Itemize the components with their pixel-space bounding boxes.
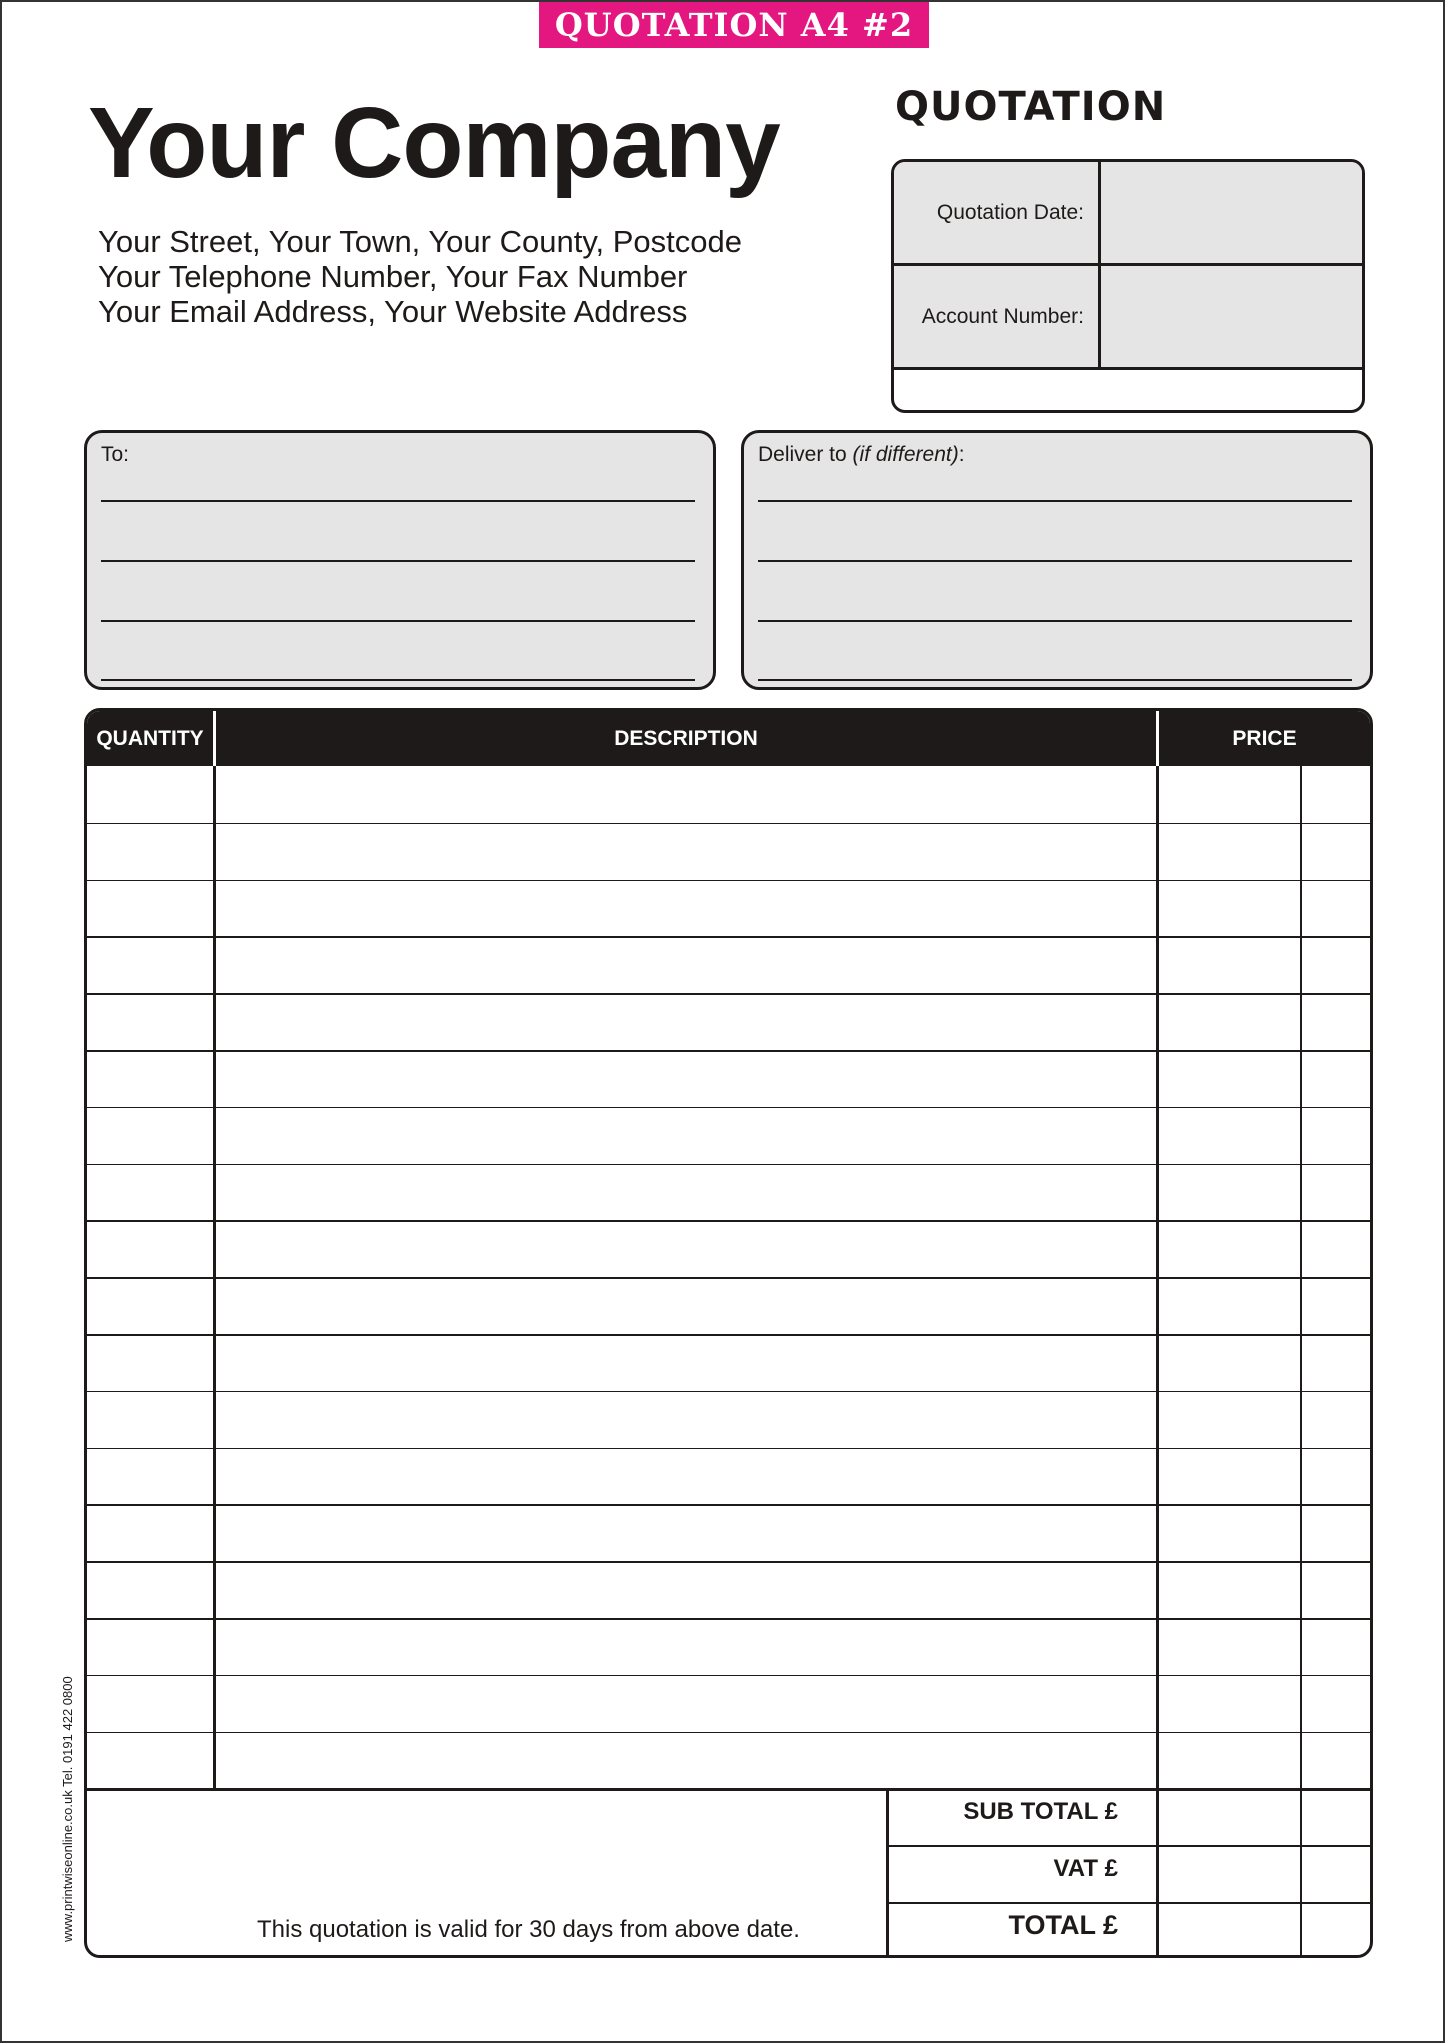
table-row-line [87,1334,1370,1336]
table-row-line [87,1504,1370,1506]
company-contact-line: Your Telephone Number, Your Fax Number [98,259,688,294]
deliver-address-box [741,430,1373,690]
table-row-line [87,1220,1370,1222]
deliver-label-text: Deliver to [758,443,853,466]
write-line [101,679,695,681]
printer-contact: www.printwiseonline.co.uk Tel. 0191 422 0800 [60,1676,75,1942]
vat-label: VAT £ [1053,1855,1118,1882]
quantity-column-line [213,766,216,1788]
totals-label-column-line [886,1788,889,1958]
table-row-line [87,936,1370,938]
company-address-line: Your Street, Your Town, Your County, Postcode [98,224,742,259]
write-line [101,560,695,562]
pence-column-line [1300,766,1302,1958]
write-line [101,500,695,502]
quotation-info-box [891,159,1365,413]
table-row-line [87,1050,1370,1052]
company-name: Your Company [88,87,780,199]
to-address-box [84,430,716,690]
subtotal-label: SUB TOTAL £ [963,1798,1118,1825]
account-number-row [894,266,1362,370]
price-column-line [1156,766,1159,1958]
table-row-line [87,1164,1370,1166]
write-line [758,679,1352,681]
table-row-line [87,1277,1370,1279]
table-row-line [87,1107,1370,1109]
description-header: DESCRIPTION [614,727,758,750]
quotation-date-label: Quotation Date: [936,200,1084,224]
table-row-line [87,880,1370,882]
quotation-title: QUOTATION [895,84,1167,130]
table-row-line [87,1732,1370,1734]
table-row-line [87,1675,1370,1677]
totals-separator [87,1788,1370,1791]
form-type-badge: QUOTATION A4 #2 [539,2,929,48]
quantity-header: QUANTITY [96,727,204,750]
total-label: TOTAL £ [1008,1910,1118,1940]
table-row-line [87,1618,1370,1620]
price-header: PRICE [1232,727,1297,750]
divider [1098,162,1101,263]
table-header [87,711,1370,766]
items-table [84,708,1373,1958]
write-line [758,500,1352,502]
deliver-label-italic: (if different) [852,443,959,466]
to-label: To: [101,443,130,466]
divider [1098,266,1101,367]
deliver-label-suffix: : [958,443,965,466]
company-web-line: Your Email Address, Your Website Address [98,294,688,329]
deliver-label [758,443,965,467]
table-row-line [87,823,1370,825]
validity-note: This quotation is valid for 30 days from above date. [257,1916,800,1943]
table-row-line [87,1391,1370,1393]
write-line [101,620,695,622]
account-number-label: Account Number: [921,304,1084,328]
table-row-line [87,993,1370,995]
table-row-line [87,1561,1370,1563]
quotation-date-row [894,162,1362,266]
write-line [758,620,1352,622]
write-line [758,560,1352,562]
table-row-line [87,1448,1370,1450]
